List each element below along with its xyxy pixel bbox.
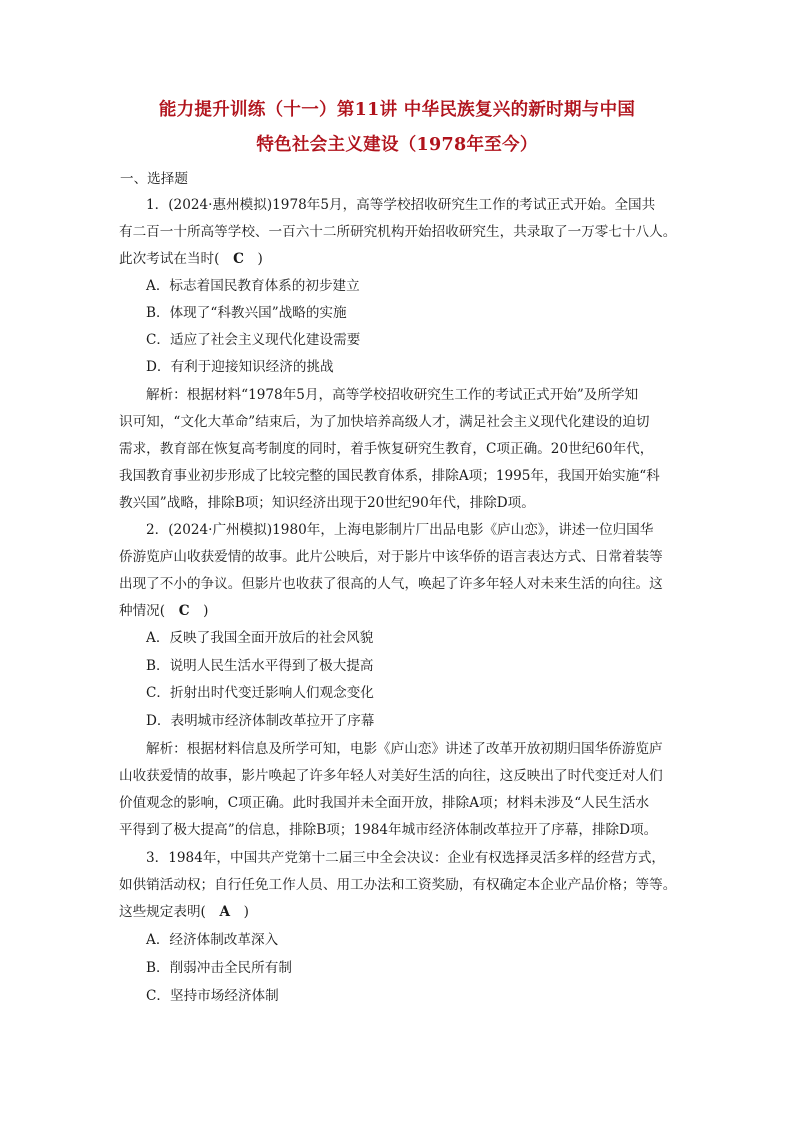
explanation-line: 解析：根据材料“1978年5月，高等学校招收研究生工作的考试正式开始”及所学知	[146, 387, 639, 403]
question-stem-line: 出现了不小的争议。但影片也收获了很高的人气，唤起了许多年轻人对未来生活的向往。这	[119, 576, 663, 592]
option-b: B．说明人民生活水平得到了极大提高	[146, 658, 374, 674]
question-stem-line: 种情况( C )	[119, 603, 209, 619]
document-title-line-2: 特色社会主义建设（1978年至今）	[256, 135, 538, 155]
explanation-line: 山收获爱情的故事，影片唤起了许多年轻人对美好生活的向往，这反映出了时代变迁对人们	[119, 768, 663, 784]
explanation-line: 解析：根据材料信息及所学可知，电影《庐山恋》讲述了改革开放初期归国华侨游览庐	[146, 741, 663, 757]
question-stem-line: 有二百一十所高等学校、一百六十二所研究机构开始招收研究生，共录取了一万零七十八人。	[119, 224, 677, 240]
document-title-line-1: 能力提升训练（十一）第11讲 中华民族复兴的新时期与中国	[158, 100, 636, 120]
explanation-line: 平得到了极大提高”的信息，排除B项；1984年城市经济体制改革拉开了序幕，排除D项。	[119, 822, 658, 838]
question-stem-line: 3．1984年，中国共产党第十二届三中全会决议：企业有权选择灵活多样的经营方式，	[146, 850, 666, 866]
question-stem-line: 1．(2024·惠州模拟)1978年5月，高等学校招收研究生工作的考试正式开始。全国共	[146, 197, 656, 213]
option-a: A．经济体制改革深入	[146, 932, 279, 948]
option-b: B．体现了“科教兴国”战略的实施	[146, 305, 347, 321]
question-stem-line: 这些规定表明( A )	[119, 904, 249, 920]
question-stem-line: 侨游览庐山收获爱情的故事。此片公映后，对于影片中该华侨的语言表达方式、日常着装等	[119, 549, 663, 565]
option-c: C．适应了社会主义现代化建设需要	[146, 332, 361, 348]
answer-letter: A	[219, 904, 231, 920]
option-b: B．削弱冲击全民所有制	[146, 960, 292, 976]
explanation-line: 我国教育事业初步形成了比较完整的国民教育体系，排除A项；1995年，我国开始实施“科	[119, 468, 660, 484]
answer-letter: C	[233, 251, 244, 267]
section-heading: 一、选择题	[120, 171, 188, 187]
question-stem-line: 此次考试在当时( C )	[119, 251, 263, 267]
explanation-line: 价值观念的影响，C项正确。此时我国并未全面开放，排除A项；材料未涉及“人民生活水	[119, 795, 650, 811]
question-stem-line: 如供销活动权；自行任免工作人员、用工办法和工资奖励，有权确定本企业产品价格；等等。	[119, 877, 677, 893]
option-c: C．坚持市场经济体制	[146, 988, 279, 1004]
option-a: A．反映了我国全面开放后的社会风貌	[146, 630, 374, 646]
question-stem-line: 2．(2024·广州模拟)1980年，上海电影制片厂出品电影《庐山恋》，讲述一位归国华	[146, 522, 654, 538]
option-a: A．标志着国民教育体系的初步建立	[146, 278, 360, 294]
answer-letter: C	[178, 603, 190, 619]
explanation-line: 教兴国”战略，排除B项；知识经济出现于20世纪90年代，排除D项。	[119, 495, 535, 511]
option-d: D．表明城市经济体制改革拉开了序幕	[146, 713, 375, 729]
explanation-line: 需求，教育部在恢复高考制度的同时，着手恢复研究生教育，C项正确。20世纪60年代，	[119, 441, 654, 457]
option-d: D．有利于迎接知识经济的挑战	[146, 359, 334, 375]
explanation-line: 识可知，“文化大革命”结束后，为了加快培养高级人才，满足社会主义现代化建设的迫切	[119, 414, 650, 430]
option-c: C．折射出时代变迁影响人们观念变化	[146, 685, 374, 701]
